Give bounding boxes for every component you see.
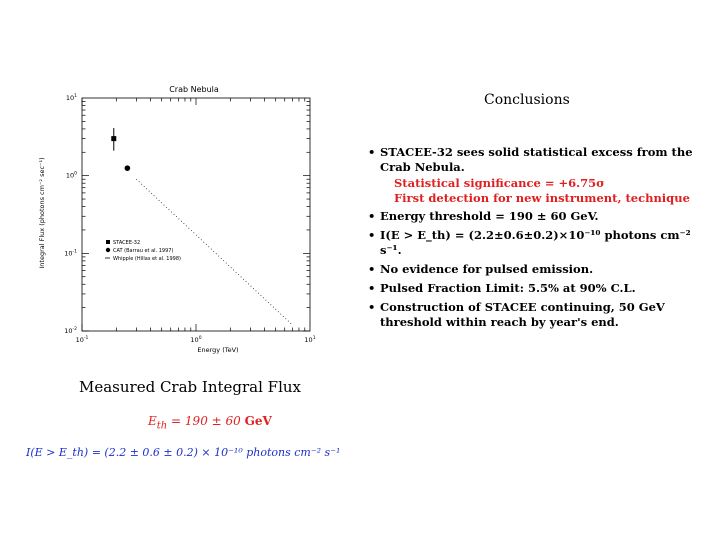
legend-label: STACEE-32 <box>113 240 141 246</box>
conclusion-subnote: Statistical significance = +6.75σ <box>394 176 605 190</box>
crab-flux-plot <box>0 0 360 370</box>
conclusion-text: No evidence for pulsed emission. <box>380 262 594 276</box>
integral-flux-formula: I(E > E_th) = (2.2 ± 0.6 ± 0.2) × 10⁻¹⁰ photons cm⁻² s⁻¹ <box>26 446 341 459</box>
y-tick-label: $10^0$ <box>65 171 77 180</box>
conclusion-item <box>368 300 704 330</box>
legend-square <box>106 240 110 244</box>
x-tick-label: $10^0$ <box>190 336 202 344</box>
y-tick-exponent: -2 <box>72 327 77 332</box>
legend-circle <box>106 248 110 252</box>
conclusion-item <box>368 145 704 205</box>
y-tick-exponent: -1 <box>72 249 77 255</box>
y-tick-label: $10^{-2}$ <box>64 327 77 335</box>
y-tick-exponent: 1 <box>74 94 77 99</box>
conclusion-text: Pulsed Fraction Limit: 5.5% at 90% C.L. <box>380 281 636 295</box>
y-axis-label: Integral Flux (photons cm⁻² sec⁻¹) <box>38 157 46 269</box>
conclusion-text: STACEE-32 sees solid statistical excess from the Crab Nebula. <box>380 145 693 174</box>
conclusion-text: Construction of STACEE continuing, 50 GeV threshold within reach by year's end. <box>380 300 665 329</box>
eth-subscript: th <box>156 420 168 432</box>
legend-label: Whipple (Hillas et al. 1998) <box>113 256 181 262</box>
y-tick-label: $10^{-1}$ <box>64 249 77 258</box>
x-tick-label: $10^{-1}$ <box>75 336 89 344</box>
conclusion-item <box>368 281 704 296</box>
stacee-point <box>111 136 116 141</box>
eth-unit: GeV <box>244 414 272 428</box>
conclusions-title: Conclusions <box>484 92 570 108</box>
conclusion-item <box>368 228 704 258</box>
x-tick-exponent: 0 <box>198 336 202 341</box>
data-marks <box>111 128 292 325</box>
y-tick-label: $10^1$ <box>65 94 77 102</box>
cat-point <box>125 165 131 171</box>
x-axis-label: Energy (TeV) <box>197 346 239 354</box>
plot-frame <box>82 98 310 331</box>
conclusion-subnote: First detection for new instrument, technique <box>394 191 690 205</box>
chart-title: Crab Nebula <box>169 85 219 94</box>
axis-ticks <box>82 98 310 331</box>
threshold-energy <box>148 414 272 431</box>
y-tick-exponent: 0 <box>74 171 77 177</box>
x-tick-exponent: 1 <box>312 336 316 341</box>
conclusion-text: I(E > E_th) = (2.2±0.6±0.2)×10⁻¹⁰ photons cm⁻² s⁻¹. <box>380 228 691 257</box>
x-tick-exponent: -1 <box>83 336 89 341</box>
tick-labels <box>64 93 315 344</box>
legend <box>105 240 181 262</box>
x-tick-label: $10^1$ <box>304 336 316 344</box>
conclusion-text: Energy threshold = 190 ± 60 GeV. <box>380 209 599 223</box>
eth-symbol: E <box>148 414 157 428</box>
conclusion-item <box>368 209 704 224</box>
legend-label: CAT (Barrau et al. 1997) <box>113 248 174 254</box>
conclusions-list <box>368 145 704 334</box>
conclusion-item <box>368 262 704 277</box>
flux-caption-title: Measured Crab Integral Flux <box>79 378 302 396</box>
eth-value: = 190 ± 60 <box>167 414 245 428</box>
